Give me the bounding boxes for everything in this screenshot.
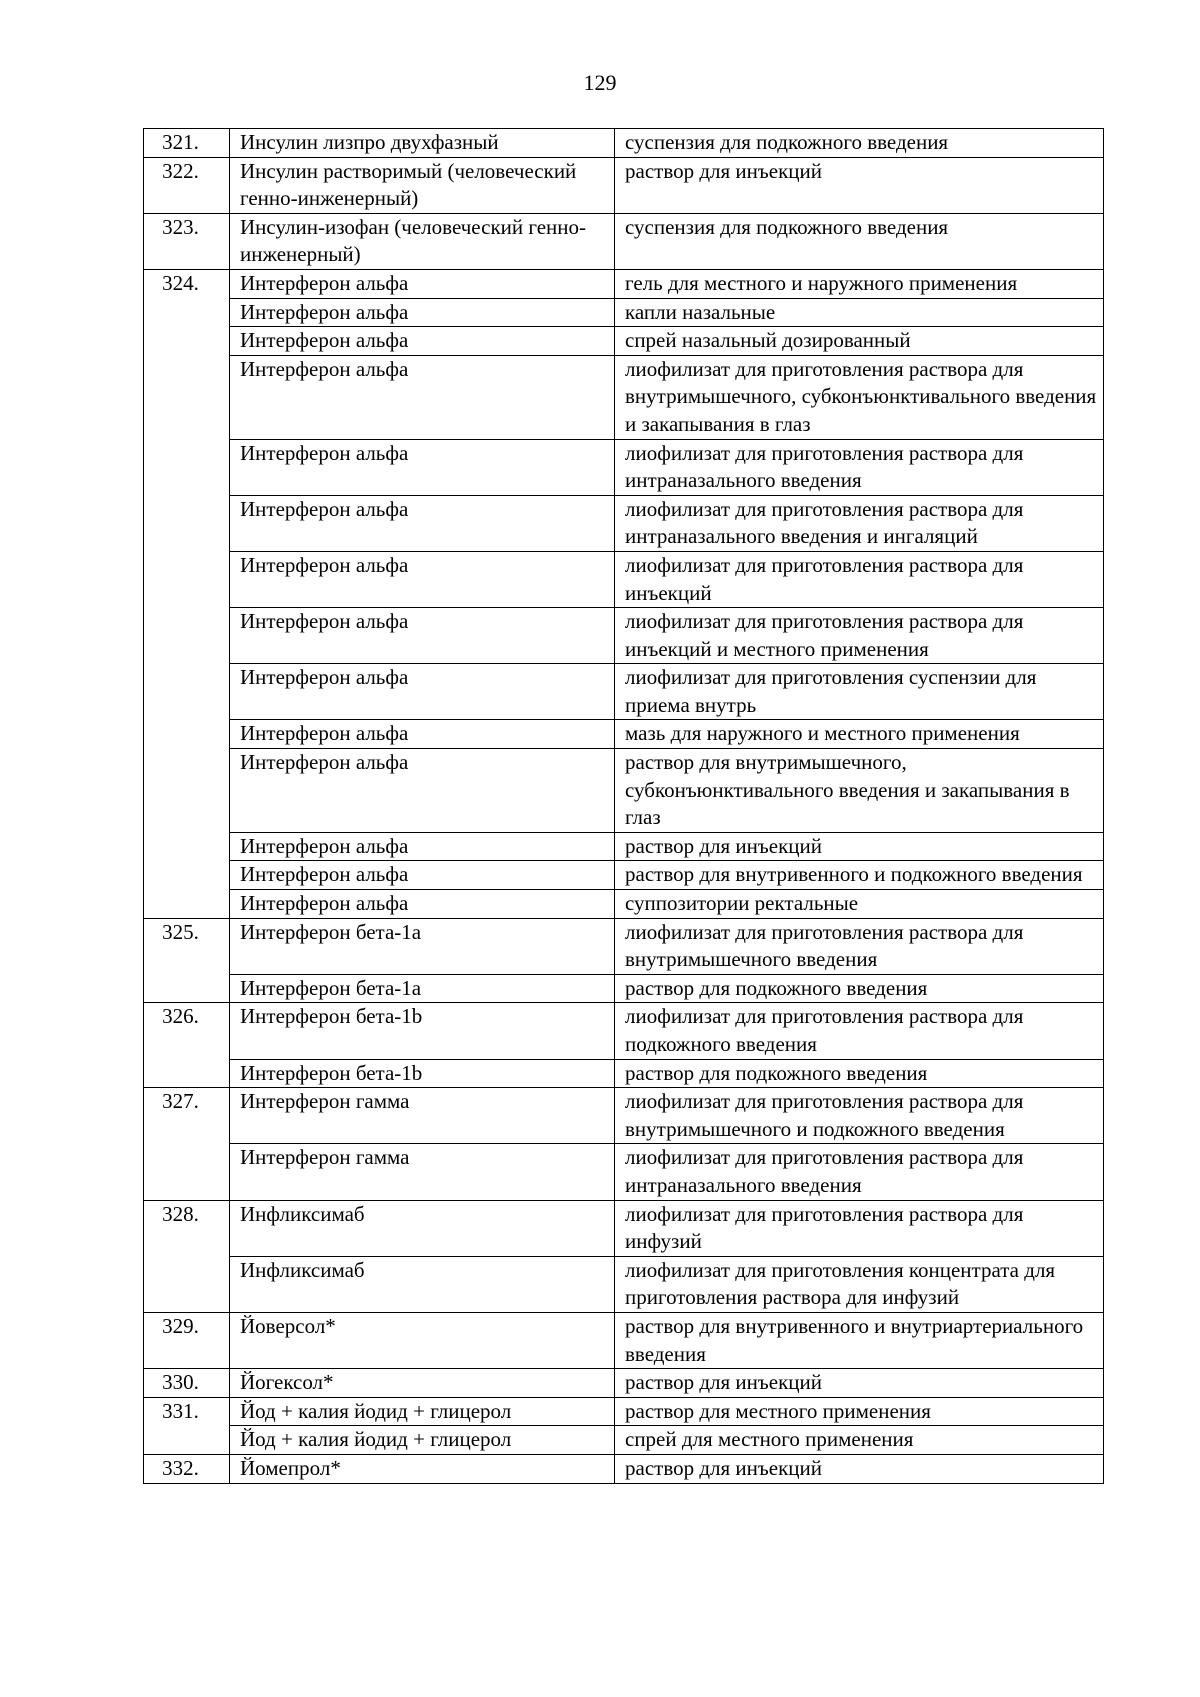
drug-name: Интерферон альфа [230, 269, 615, 298]
drug-name: Интерферон бета-1a [230, 918, 615, 974]
dosage-form: раствор для внутривенного и внутриартериального введения [615, 1312, 1104, 1368]
item-number: 328. [144, 1200, 230, 1312]
table-row [144, 918, 1104, 974]
table-row [144, 664, 1104, 720]
dosage-form: лиофилизат для приготовления раствора для подкожного введения [615, 1003, 1104, 1059]
table-row [144, 1200, 1104, 1256]
drug-name: Интерферон альфа [230, 551, 615, 607]
drug-name: Инсулин-изофан (человеческий генно-инженерный) [230, 213, 615, 269]
page-number: 129 [583, 70, 617, 95]
dosage-form: раствор для подкожного введения [615, 1059, 1104, 1088]
drug-name: Интерферон альфа [230, 861, 615, 890]
drug-name: Интерферон альфа [230, 298, 615, 327]
table-row [144, 327, 1104, 356]
drug-name: Интерферон альфа [230, 890, 615, 919]
drug-name: Интерферон альфа [230, 355, 615, 439]
dosage-form: капли назальные [615, 298, 1104, 327]
table-row [144, 355, 1104, 439]
dosage-form: раствор для инъекций [615, 1369, 1104, 1398]
drug-name: Инсулин растворимый (человеческий генно-инженерный) [230, 157, 615, 213]
item-number: 329. [144, 1312, 230, 1368]
dosage-form: лиофилизат для приготовления раствора для инъекций и местного применения [615, 608, 1104, 664]
drug-name: Интерферон альфа [230, 608, 615, 664]
table-row [144, 1312, 1104, 1368]
dosage-form: раствор для инъекций [615, 157, 1104, 213]
dosage-form: раствор для подкожного введения [615, 974, 1104, 1003]
drug-name: Интерферон альфа [230, 664, 615, 720]
dosage-form: лиофилизат для приготовления раствора для интраназального введения [615, 1144, 1104, 1200]
dosage-form: раствор для внутривенного и подкожного введения [615, 861, 1104, 890]
drug-name: Интерферон бета-1b [230, 1003, 615, 1059]
dosage-form: суппозитории ректальные [615, 890, 1104, 919]
table-row [144, 1059, 1104, 1088]
drug-table-body [144, 129, 1104, 1484]
drug-name: Интерферон бета-1b [230, 1059, 615, 1088]
dosage-form: лиофилизат для приготовления концентрата для приготовления раствора для инфузий [615, 1256, 1104, 1312]
item-number: 332. [144, 1454, 230, 1483]
table-row [144, 1454, 1104, 1483]
drug-name: Интерферон альфа [230, 832, 615, 861]
dosage-form: лиофилизат для приготовления раствора для внутримышечного введения [615, 918, 1104, 974]
dosage-form: лиофилизат для приготовления раствора для внутримышечного, субконъюнктивального введения и закапывания в глаз [615, 355, 1104, 439]
table-row [144, 861, 1104, 890]
table-row [144, 749, 1104, 833]
drug-name: Йомепрол* [230, 1454, 615, 1483]
drug-name: Йоверсол* [230, 1312, 615, 1368]
drug-name: Инфликсимаб [230, 1200, 615, 1256]
drug-name: Интерферон альфа [230, 495, 615, 551]
dosage-form: суспензия для подкожного введения [615, 129, 1104, 158]
table-row [144, 1144, 1104, 1200]
table-row [144, 129, 1104, 158]
item-number: 327. [144, 1088, 230, 1200]
dosage-form: лиофилизат для приготовления раствора для внутримышечного и подкожного введения [615, 1088, 1104, 1144]
table-row [144, 157, 1104, 213]
drug-name: Йод + калия йодид + глицерол [230, 1426, 615, 1455]
dosage-form: суспензия для подкожного введения [615, 213, 1104, 269]
table-row [144, 608, 1104, 664]
table-row [144, 298, 1104, 327]
dosage-form: лиофилизат для приготовления суспензии для приема внутрь [615, 664, 1104, 720]
table-row [144, 551, 1104, 607]
item-number: 323. [144, 213, 230, 269]
item-number: 324. [144, 269, 230, 918]
item-number: 331. [144, 1397, 230, 1454]
table-row [144, 720, 1104, 749]
dosage-form: лиофилизат для приготовления раствора для инфузий [615, 1200, 1104, 1256]
table-row [144, 269, 1104, 298]
dosage-form: раствор для инъекций [615, 1454, 1104, 1483]
table-row [144, 1397, 1104, 1426]
table-row [144, 213, 1104, 269]
item-number: 325. [144, 918, 230, 1003]
drug-name: Инфликсимаб [230, 1256, 615, 1312]
drug-name: Интерферон альфа [230, 439, 615, 495]
item-number: 321. [144, 129, 230, 158]
drug-name: Инсулин лизпро двухфазный [230, 129, 615, 158]
drug-name: Интерферон гамма [230, 1144, 615, 1200]
table-row [144, 1369, 1104, 1398]
dosage-form: гель для местного и наружного применения [615, 269, 1104, 298]
table-row [144, 439, 1104, 495]
drug-name: Интерферон гамма [230, 1088, 615, 1144]
dosage-form: раствор для инъекций [615, 832, 1104, 861]
drug-name: Интерферон альфа [230, 720, 615, 749]
table-row [144, 832, 1104, 861]
item-number: 322. [144, 157, 230, 213]
drug-name: Йогексол* [230, 1369, 615, 1398]
dosage-form: раствор для местного применения [615, 1397, 1104, 1426]
dosage-form: мазь для наружного и местного применения [615, 720, 1104, 749]
table-row [144, 495, 1104, 551]
drug-name: Интерферон альфа [230, 749, 615, 833]
table-row [144, 1256, 1104, 1312]
dosage-form: спрей для местного применения [615, 1426, 1104, 1455]
drug-table [143, 128, 1104, 1484]
table-row [144, 974, 1104, 1003]
dosage-form: раствор для внутримышечного, субконъюнктивального введения и закапывания в глаз [615, 749, 1104, 833]
dosage-form: лиофилизат для приготовления раствора для интраназального введения и ингаляций [615, 495, 1104, 551]
drug-name: Интерферон альфа [230, 327, 615, 356]
item-number: 326. [144, 1003, 230, 1088]
dosage-form: спрей назальный дозированный [615, 327, 1104, 356]
table-row [144, 1003, 1104, 1059]
drug-name: Йод + калия йодид + глицерол [230, 1397, 615, 1426]
table-row [144, 1426, 1104, 1455]
dosage-form: лиофилизат для приготовления раствора для инъекций [615, 551, 1104, 607]
item-number: 330. [144, 1369, 230, 1398]
table-row [144, 890, 1104, 919]
drug-name: Интерферон бета-1a [230, 974, 615, 1003]
dosage-form: лиофилизат для приготовления раствора для интраназального введения [615, 439, 1104, 495]
table-row [144, 1088, 1104, 1144]
